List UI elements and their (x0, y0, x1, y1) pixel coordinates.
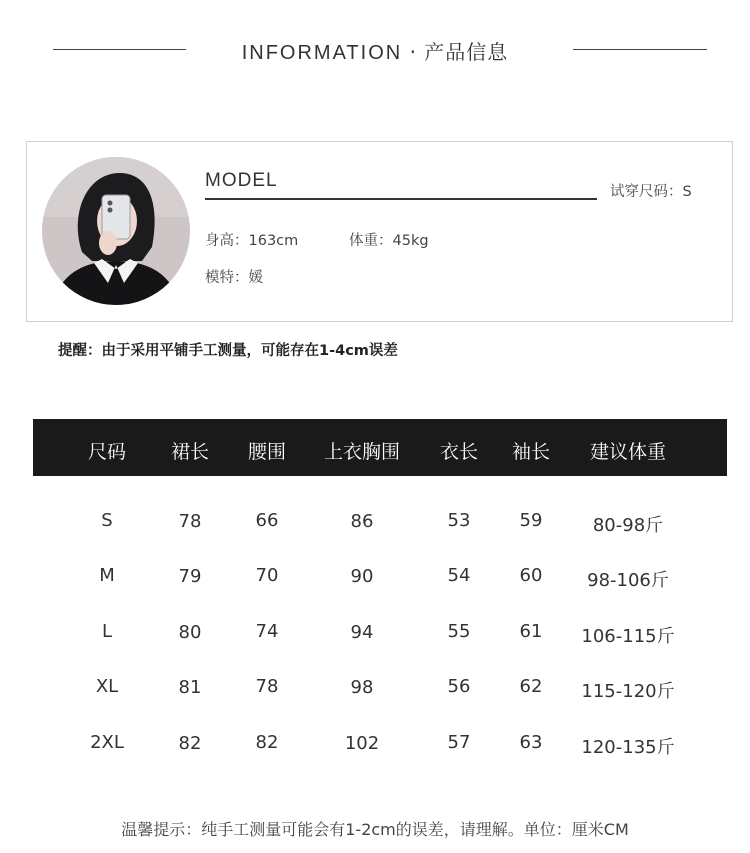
model-underline (205, 198, 597, 200)
title-separator: · (409, 40, 417, 64)
model-weight: 体重：45kg (349, 233, 429, 249)
cell-top-length: 54 (447, 565, 471, 586)
cell-sleeve-length: 59 (519, 510, 543, 531)
cell-size: M (99, 565, 115, 586)
cell-top-length: 53 (447, 510, 471, 531)
cell-bust: 86 (350, 511, 374, 532)
cell-waist: 66 (255, 510, 279, 531)
cell-size: 2XL (90, 732, 124, 753)
col-waist: 腰围 (247, 441, 287, 463)
cell-top-length: 55 (447, 621, 471, 642)
cell-waist: 78 (255, 676, 279, 697)
cell-waist: 74 (255, 621, 279, 642)
cell-sleeve-length: 61 (519, 621, 543, 642)
measurement-note: 提醒：由于采用平铺手工测量，可能存在1-4cm误差 (58, 343, 398, 359)
size-table-header (33, 419, 727, 476)
cell-bust: 102 (344, 733, 380, 754)
model-name: 模特：媛 (205, 270, 263, 286)
cell-weight: 120-135斤 (581, 737, 675, 758)
header-right-line (573, 49, 707, 50)
cell-bust: 94 (350, 622, 374, 643)
col-skirt-length: 裙长 (170, 441, 210, 463)
cell-skirt-length: 78 (178, 511, 202, 532)
cell-sleeve-length: 60 (519, 565, 543, 586)
model-avatar (42, 157, 190, 305)
cell-skirt-length: 80 (178, 622, 202, 643)
title-chinese: 产品信息 (424, 40, 509, 64)
cell-waist: 82 (255, 732, 279, 753)
cell-size: S (101, 510, 113, 531)
try-size: 试穿尺码：S (610, 184, 692, 200)
cell-sleeve-length: 62 (519, 676, 543, 697)
cell-top-length: 56 (447, 676, 471, 697)
col-sleeve-length: 袖长 (511, 441, 551, 463)
cell-skirt-length: 79 (178, 566, 202, 587)
col-weight: 建议体重 (589, 441, 667, 463)
model-height: 身高：163cm (205, 233, 299, 249)
cell-skirt-length: 82 (178, 733, 202, 754)
model-label: MODEL (205, 170, 278, 191)
footer-tip: 温馨提示：纯手工测量可能会有1-2cm的误差，请理解。单位：厘米CM (121, 820, 629, 839)
cell-weight: 98-106斤 (587, 570, 669, 591)
cell-size: L (101, 621, 113, 642)
cell-bust: 90 (350, 566, 374, 587)
col-top-length: 衣长 (439, 441, 479, 463)
cell-size: XL (95, 676, 119, 697)
cell-weight: 115-120斤 (581, 681, 675, 702)
col-size: 尺码 (87, 441, 127, 463)
cell-top-length: 57 (447, 732, 471, 753)
model-photo (42, 157, 190, 305)
title-english: INFORMATION (241, 42, 403, 64)
cell-waist: 70 (255, 565, 279, 586)
cell-weight: 106-115斤 (581, 626, 675, 647)
cell-sleeve-length: 63 (519, 732, 543, 753)
page-title (0, 36, 750, 65)
model-card (26, 141, 733, 322)
cell-weight: 80-98斤 (592, 515, 664, 536)
cell-bust: 98 (350, 677, 374, 698)
col-bust: 上衣胸围 (323, 441, 401, 463)
cell-skirt-length: 81 (178, 677, 202, 698)
